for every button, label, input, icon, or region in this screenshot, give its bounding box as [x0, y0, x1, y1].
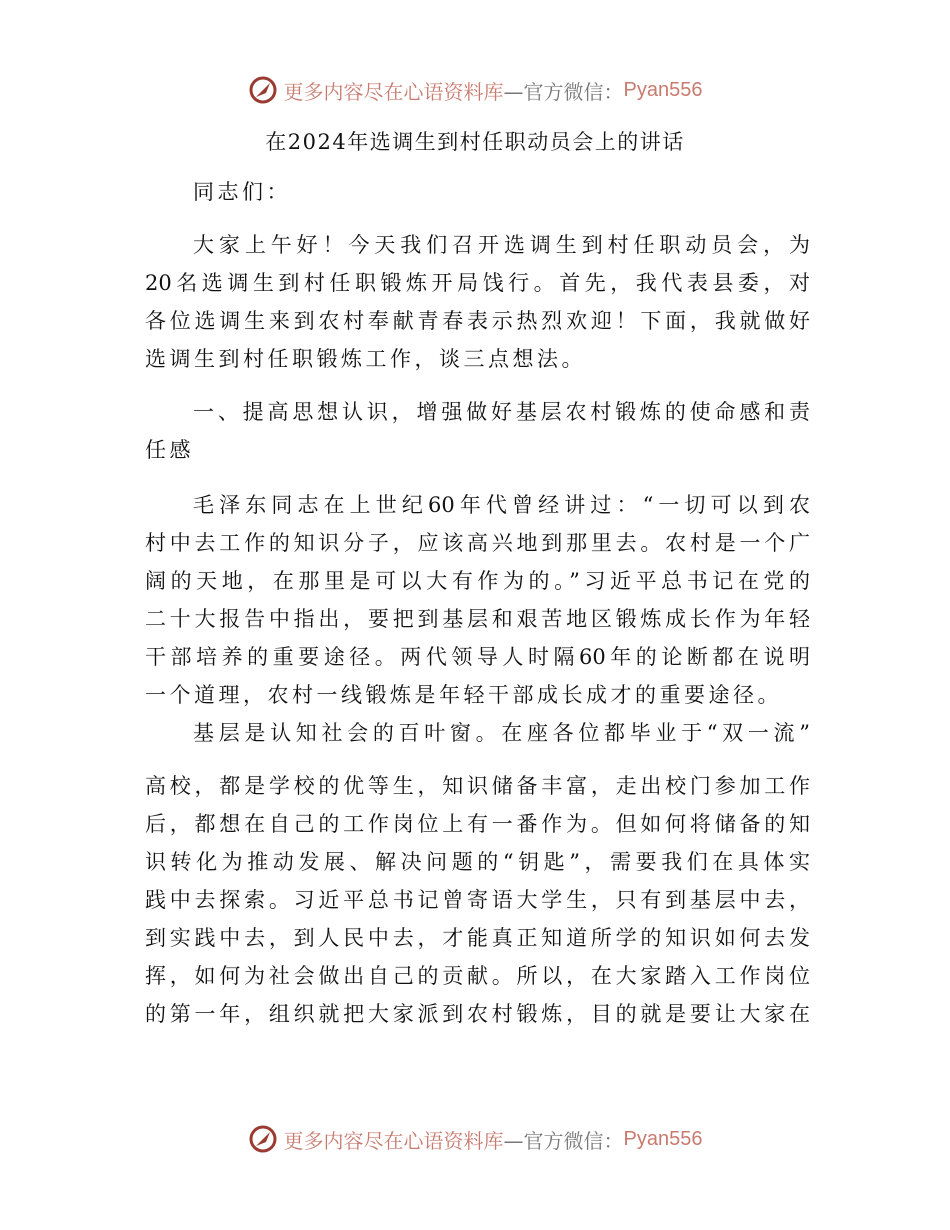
text-line: 践中去探索。习近平总书记曾寄语大学生，只有到基层中去， — [145, 888, 810, 912]
text-line: 20名选调生到村任职锻炼开局饯行。首先，我代表县委，对 — [145, 271, 810, 295]
header-watermark — [0, 75, 950, 105]
watermark-wechat-id: Pyan556 — [623, 78, 703, 101]
text-line: 任感 — [145, 438, 194, 462]
document-title: 在2024年选调生到村任职动员会上的讲话 — [265, 130, 685, 154]
text-line: 识转化为推动发展、解决问题的“钥匙”，需要我们在具体实 — [145, 850, 810, 874]
text-line: 基层是认知社会的百叶窗。在座各位都毕业于“双一流” — [193, 721, 810, 745]
text-line: 后，都想在自己的工作岗位上有一番作为。但如何将储备的知 — [145, 812, 810, 836]
watermark-wechat-id: Pyan556 — [623, 1127, 703, 1150]
watermark-wechat-label: —官方微信： — [503, 1128, 624, 1153]
text-line: 选调生到村任职锻炼工作，谈三点想法。 — [145, 347, 586, 371]
text-line: 挥，如何为社会做出自己的贡献。所以，在大家踏入工作岗位 — [145, 964, 810, 988]
text-line: 毛泽东同志在上世纪60年代曾经讲过：“一切可以到农 — [193, 493, 810, 517]
text-line: 一、提高思想认识，增强做好基层农村锻炼的使命感和责 — [193, 400, 810, 424]
text-line: 高校，都是学校的优等生，知识储备丰富，走出校门参加工作 — [145, 774, 810, 798]
text-line: 二十大报告中指出，要把到基层和艰苦地区锻炼成长作为年轻 — [145, 607, 810, 631]
text-line: 一个道理，农村一线锻炼是年轻干部成长成才的重要途径。 — [145, 683, 782, 707]
text-line: 村中去工作的知识分子，应该高兴地到那里去。农村是一个广 — [145, 531, 810, 555]
text-line: 的第一年，组织就把大家派到农村锻炼，目的就是要让大家在 — [145, 1002, 810, 1026]
watermark-text: 更多内容尽在心语资料库 — [283, 79, 504, 104]
text-line: 各位选调生来到农村奉献青春表示热烈欢迎！下面，我就做好 — [145, 309, 810, 333]
quill-logo-icon — [248, 75, 278, 105]
quill-logo-icon — [248, 1124, 278, 1154]
footer-watermark — [0, 1124, 950, 1154]
text-line: 大家上午好！今天我们召开选调生到村任职动员会，为 — [193, 233, 810, 257]
text-line: 阔的天地，在那里是可以大有作为的。”习近平总书记在党的 — [145, 569, 810, 593]
watermark-wechat-label: —官方微信： — [503, 79, 624, 104]
text-line: 同志们： — [193, 180, 291, 204]
text-line: 干部培养的重要途径。两代领导人时隔60年的论断都在说明 — [145, 645, 810, 669]
text-line: 到实践中去，到人民中去，才能真正知道所学的知识如何去发 — [145, 926, 810, 950]
watermark-text: 更多内容尽在心语资料库 — [283, 1128, 504, 1153]
